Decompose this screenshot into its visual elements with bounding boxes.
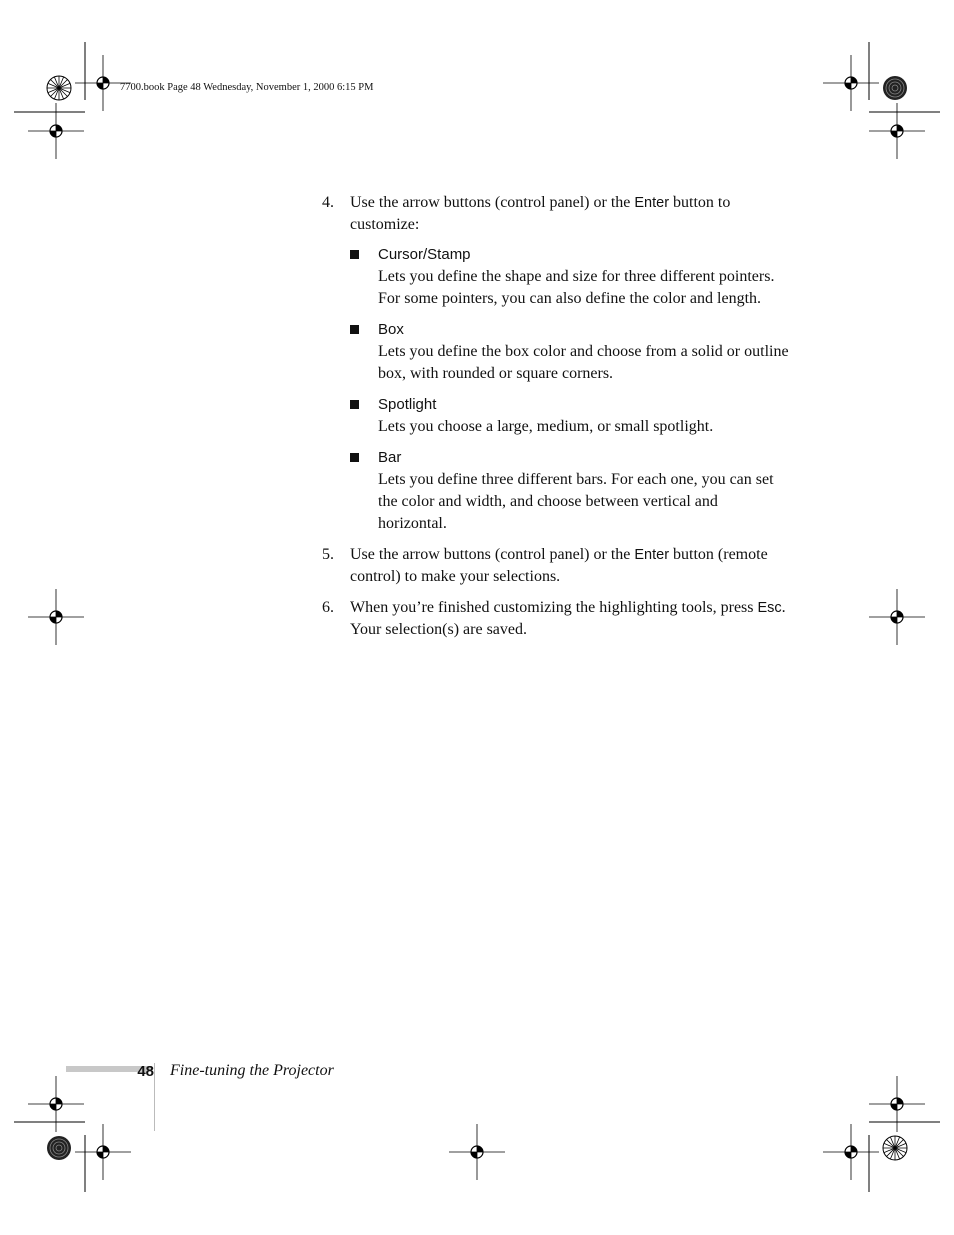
bullet-square-icon [350,325,359,334]
step-number: 4. [322,194,334,211]
bullet-square-icon [350,400,359,409]
step-6 [322,597,792,641]
step-text: Use the arrow buttons (control panel) or the Enter button to customize: [350,194,731,233]
step-text: When you’re finished customizing the highlighting tools, press Esc. Your selection(s) are saved. [350,599,786,638]
item-description: Lets you choose a large, medium, or small spotlight. [378,418,714,435]
footer-divider [154,1063,155,1131]
item-description: Lets you define the shape and size for three different pointers. For some pointers, you can also define the color and length. [378,268,775,307]
item-description: Lets you define three different bars. For each one, you can set the color and width, and choose between vertical and horizontal. [378,471,774,532]
enter-key-label: Enter [634,195,670,211]
step-number: 5. [322,546,334,563]
enter-key-label: Enter [634,547,670,563]
item-title: Bar [378,449,402,466]
esc-key-label: Esc [757,600,782,616]
list-item-box [350,319,790,385]
list-item-spotlight [350,394,790,438]
list-item-cursor-stamp [350,244,790,310]
step-4 [322,192,792,236]
print-header: 7700.book Page 48 Wednesday, November 1, 2000 6:15 PM [120,82,374,93]
bullet-square-icon [350,453,359,462]
chapter-title: Fine-tuning the Projector [170,1062,334,1079]
bullet-square-icon [350,250,359,259]
item-title: Spotlight [378,396,437,413]
page-number: 48 [137,1063,154,1080]
item-title: Box [378,321,404,338]
item-title: Cursor/Stamp [378,246,471,263]
list-item-bar [350,447,790,535]
step-number: 6. [322,599,334,616]
step-5 [322,544,792,588]
item-description: Lets you define the box color and choose from a solid or outline box, with rounded or square corners. [378,343,789,382]
step-text: Use the arrow buttons (control panel) or the Enter button (remote control) to make your selections. [350,546,768,585]
